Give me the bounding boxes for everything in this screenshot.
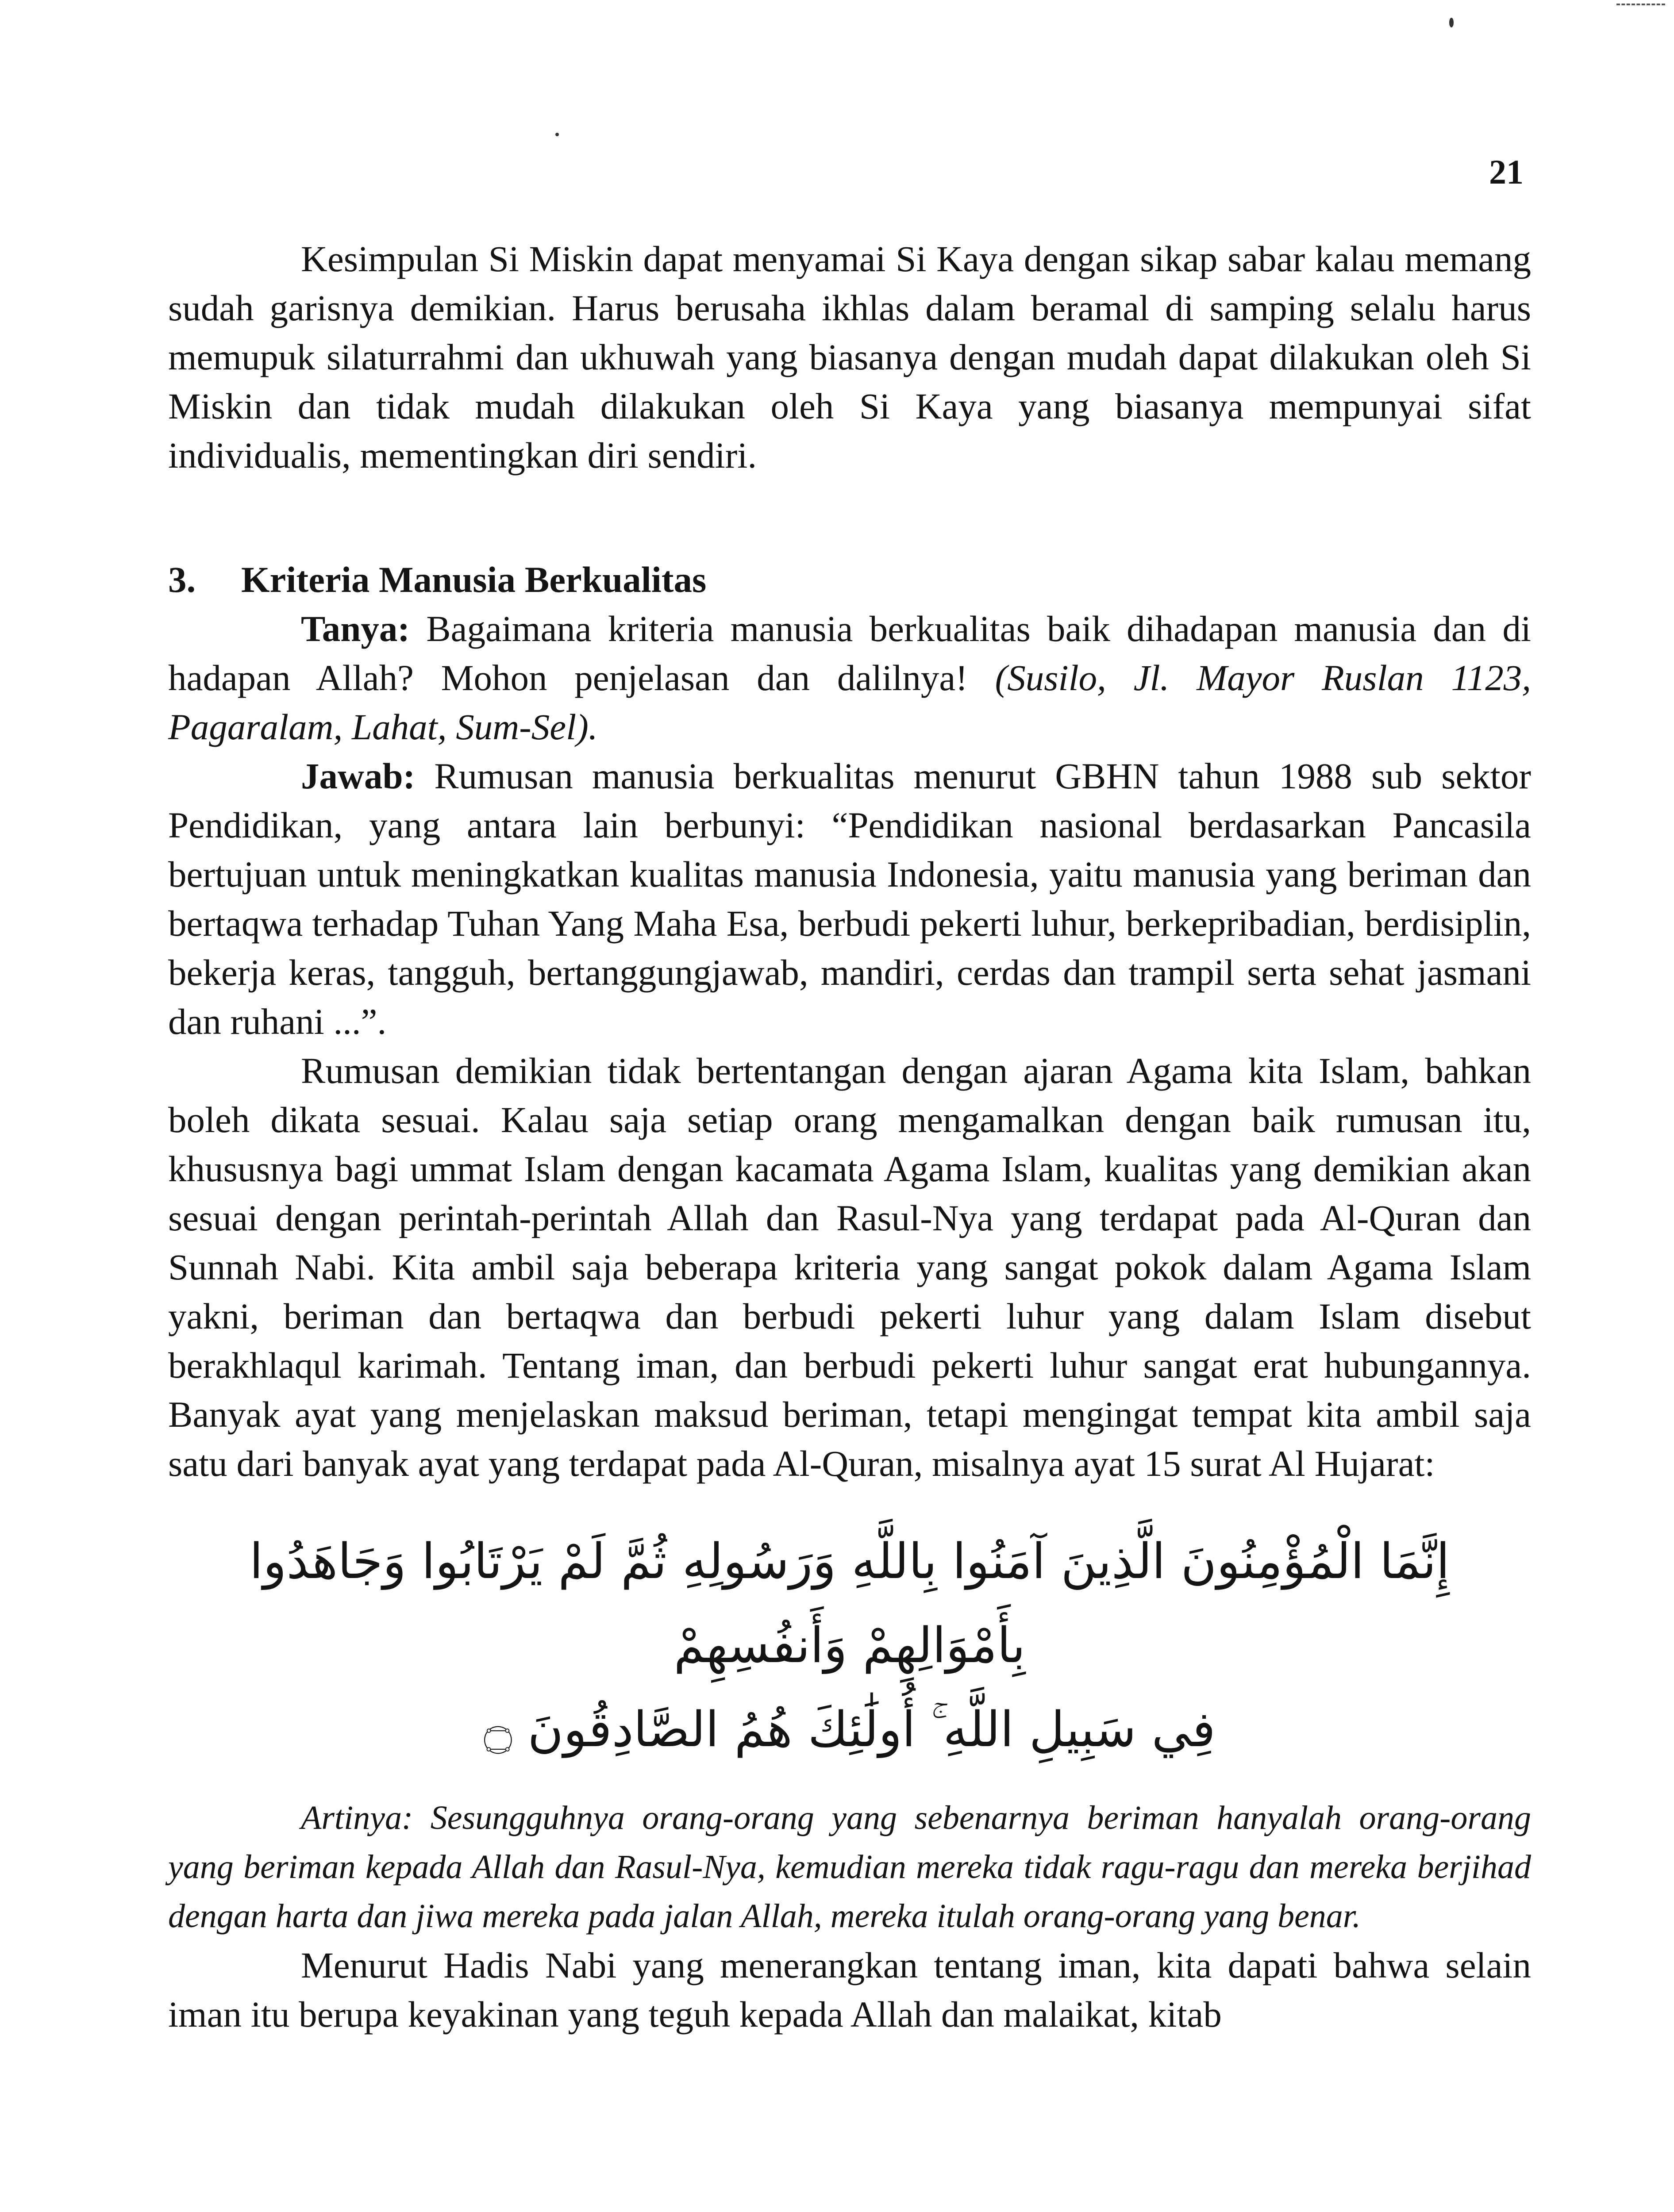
conclusion-paragraph: Kesimpulan Si Miskin dapat menyamai Si Kaya dengan sikap sabar kalau memang sudah garisnya demikian. Harus berusaha ikhlas dalam beramal di samping selalu harus memupuk silaturrahmi dan ukhuwah yang biasanya dengan mudah dapat dilakukan oleh Si Miskin dan tidak mudah dilakukan oleh Si Kaya yang biasanya mempunyai sifat individualis, mementingkan diri sendiri. (168, 238, 1531, 476)
question-sender: (Susilo, Jl. Mayor Ruslan 1123, Pagaralam, Lahat, Sum-Sel). (168, 657, 1532, 747)
translation-label: Artinya: (301, 1799, 413, 1836)
translation-text: Sesungguhnya orang-orang yang sebenarnya beriman hanyalah orang-orang yang beriman kepada Allah dan Rasul-Nya, kemudian mereka tidak ragu-ragu dan mereka berjihad dengan harta dan jiwa mereka pada jalan Allah, mereka itulah orang-orang yang benar. (168, 1799, 1531, 1935)
scan-corner-mark (1616, 4, 1665, 8)
answer-paragraph (168, 752, 1531, 1046)
question-text: Bagaimana kriteria manusia berkualitas baik dihadapan manusia dan di hadapan Allah? Mohon penjelasan dan dalilnya! (168, 608, 1531, 698)
question-label: Tanya: (301, 608, 410, 649)
scan-speck (1449, 18, 1454, 27)
section-number: 3. (168, 559, 196, 600)
quran-verse-line-2: فِي سَبِيلِ اللَّهِ ۚ أُولَٰئِكَ هُمُ الصَّادِقُونَ ۝ (484, 1701, 1216, 1758)
quran-verse-line-1: إِنَّمَا الْمُؤْمِنُونَ الَّذِينَ آمَنُوا بِاللَّهِ وَرَسُولِهِ ثُمَّ لَمْ يَرْتَابُوا وَجَاهَدُوا بِأَمْوَالِهِمْ وَأَنفُسِهِمْ (249, 1533, 1450, 1674)
answer-label: Jawab: (301, 756, 416, 796)
page-number: 21 (1489, 153, 1524, 191)
islam-paragraph: Rumusan demikian tidak bertentangan dengan ajaran Agama kita Islam, bahkan boleh dikata sesuai. Kalau saja setiap orang mengamalkan dengan baik rumusan itu, khususnya bagi ummat Islam dengan kacamata Agama Islam, kualitas yang demikian akan sesuai dengan perintah-perintah Allah dan Rasul-Nya yang terdapat pada Al-Quran dan Sunnah Nabi. Kita ambil saja beberapa kriteria yang sangat pokok dalam Agama Islam yakni, beriman dan bertaqwa dan berbudi pekerti luhur yang dalam Islam disebut berakhlaqul karimah. Tentang iman, dan berbudi pekerti luhur sangat erat hubungannya. Banyak ayat yang menjelaskan maksud beriman, tetapi mengingat tempat kita ambil saja satu dari banyak ayat yang terdapat pada Al-Quran, misalnya ayat 15 surat Al Hujarat: (168, 1050, 1531, 1484)
page-content (168, 234, 1531, 2039)
section-heading (168, 555, 1531, 604)
verse-translation (168, 1793, 1531, 1941)
answer-text: Rumusan manusia berkualitas menurut GBHN tahun 1988 sub sektor Pendidikan, yang antara lain berbunyi: “Pendidikan nasional berdasarkan Pancasila bertujuan untuk meningkatkan kualitas manusia Indonesia, yaitu manusia yang beriman dan bertaqwa terhadap Tuhan Yang Maha Esa, berbudi pekerti luhur, berkepribadian, berdisiplin, bekerja keras, tangguh, bertanggungjawab, mandiri, cerdas dan trampil serta sehat jasmani dan ruhani ...”. (168, 756, 1531, 1042)
question-paragraph (168, 604, 1531, 752)
section-title: Kriteria Manusia Berkualitas (241, 559, 707, 600)
hadis-paragraph: Menurut Hadis Nabi yang menerangkan tentang iman, kita dapati bahwa selain iman itu berupa keyakinan yang teguh kepada Allah dan malaikat, kitab (168, 1945, 1531, 2035)
quran-verse (168, 1519, 1531, 1771)
scan-speck (555, 133, 559, 136)
